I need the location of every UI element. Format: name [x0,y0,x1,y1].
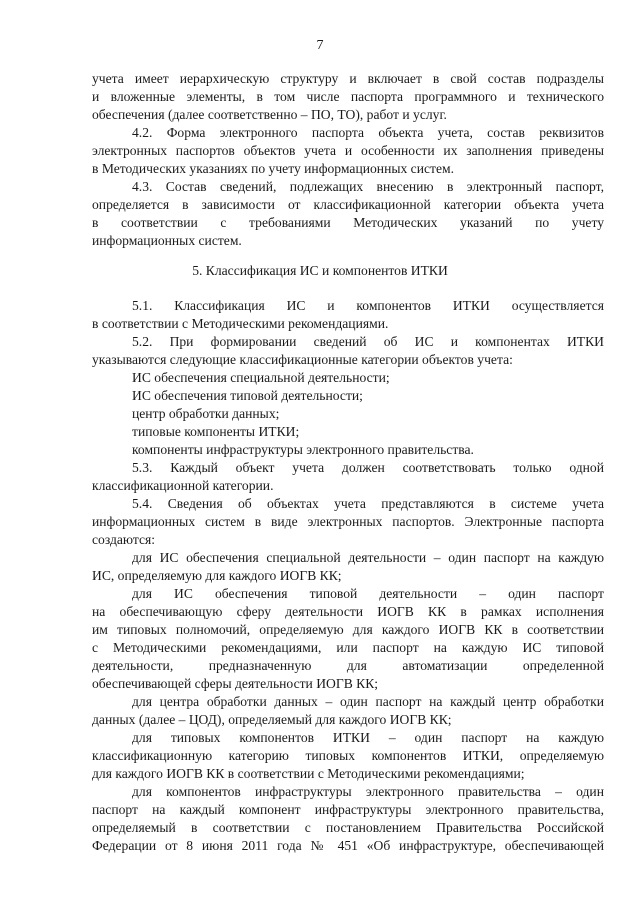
text-line: для центра обработки данных – один паспорт на каждый центр обработки [132,694,604,709]
text-line: классификационной категории. [92,478,274,493]
text-line: ИС обеспечения специальной деятельности; [132,370,390,385]
text-line: и вложенные элементы, в том числе паспорта программного и технического [92,89,604,104]
text-line: 5.4. Сведения об объектах учета представляются в системе учета [132,496,604,511]
text-line: для ИС обеспечения специальной деятельности – один паспорт на каждую [132,550,604,565]
section-heading: 5. Классификация ИС и компонентов ИТКИ [192,263,448,278]
text-line: создаются: [92,532,156,547]
text-line: данных (далее – ЦОД), определяемый для каждого ИОГВ КК; [92,712,452,727]
text-line: 4.3. Состав сведений, подлежащих внесению в электронный паспорт, [132,179,604,194]
text-line: обеспечивающей сферы деятельности ИОГВ КК; [92,676,379,691]
text-line: 5.2. При формировании сведений об ИС и компонентах ИТКИ [132,334,604,349]
text-line: в Методических указаниях по учету информационных систем. [92,161,454,176]
text-line: указываются следующие классификационные категории объектов учета: [92,352,513,367]
text-line: Федерации от 8 июня 2011 года № 451 «Об инфраструктуре, обеспечивающей [92,838,604,853]
text-line: в соответствии с требованиями Методических указаний по учету [92,215,604,230]
text-line: определяется в зависимости от классификационной категории объекта учета [92,197,604,212]
text-line: информационных систем в виде электронных паспортов. Электронные паспорта [92,514,604,529]
text-line: им типовых полномочий, определяемую для каждого ИОГВ КК в соответствии [92,622,604,637]
text-line: деятельности, предназначенную для автоматизации определенной [92,658,604,673]
text-line: ИС, определяемую для каждого ИОГВ КК; [92,568,342,583]
text-line: типовые компоненты ИТКИ; [132,424,300,439]
text-line: ИС обеспечения типовой деятельности; [132,388,363,403]
text-line: информационных систем. [92,233,242,248]
text-line: для типовых компонентов ИТКИ – один паспорт на каждую [132,730,604,745]
text-line: для ИС обеспечения типовой деятельности – один паспорт [132,586,604,601]
text-line: обеспечения (далее соответственно – ПО, ТО), работ и услуг. [92,107,447,122]
text-line: 5.3. Каждый объект учета должен соответствовать только одной [132,460,604,475]
page-number: 7 [316,38,324,53]
text-line: с Методическими рекомендациями, или паспорт на каждую ИС типовой [92,640,604,655]
text-line: паспорт на каждый компонент инфраструктуры электронного правительства, [92,802,604,817]
text-line: классификационную категорию типовых компонентов ИТКИ, определяемую [92,748,604,763]
text-line: 5.1. Классификация ИС и компонентов ИТКИ осуществляется [132,298,604,313]
text-line: в соответствии с Методическими рекомендациями. [92,316,389,331]
text-line: учета имеет иерархическую структуру и включает в свой состав подразделы [92,71,604,86]
text-line: определяемый в соответствии с постановлением Правительства Российской [92,820,604,835]
text-line: 4.2. Форма электронного паспорта объекта учета, состав реквизитов [132,125,604,140]
text-line: для компонентов инфраструктуры электронного правительства – один [132,784,604,799]
text-line: для каждого ИОГВ КК в соответствии с Методическими рекомендациями; [92,766,525,781]
text-line: компоненты инфраструктуры электронного правительства. [132,442,474,457]
text-line: электронных паспортов объектов учета и особенности их заполнения приведены [92,143,604,158]
text-line: на обеспечивающую сферу деятельности ИОГВ КК в рамках исполнения [92,604,604,619]
text-line: центр обработки данных; [132,406,280,421]
